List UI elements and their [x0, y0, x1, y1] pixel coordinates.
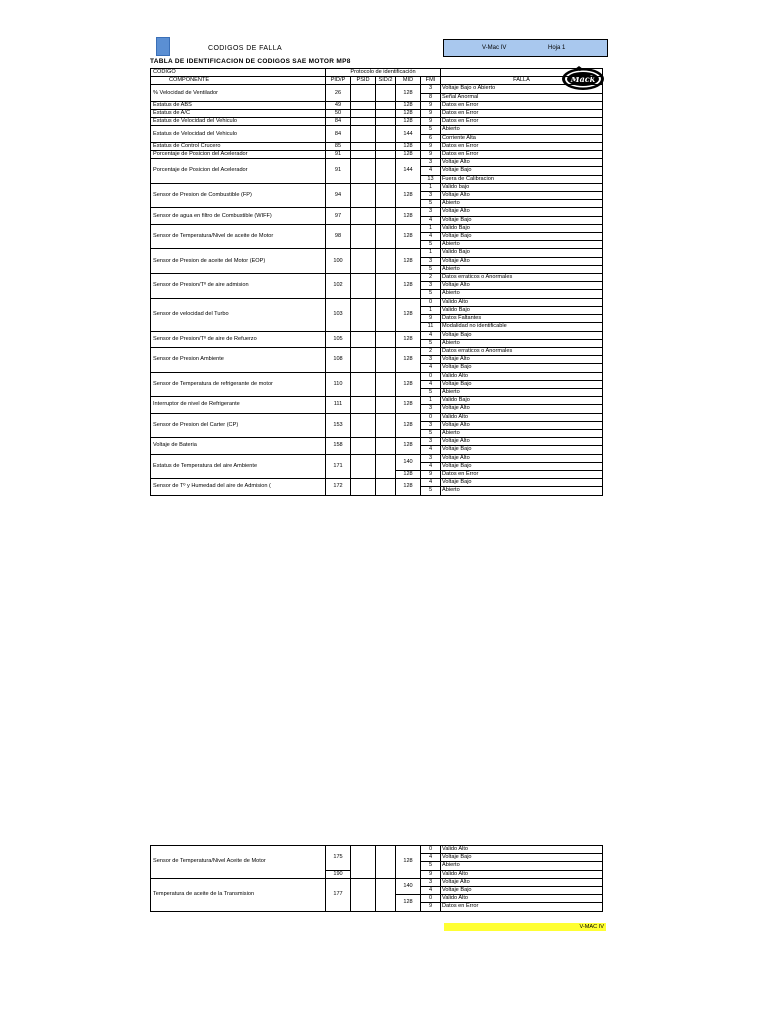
psid-cell [351, 454, 376, 479]
pid-cell: 84 [326, 126, 351, 142]
falla-cell: Valido Bajo [441, 397, 603, 405]
table-row [151, 208, 603, 216]
protocolo-header: Protocolo de identificación [326, 69, 441, 77]
fmi-cell: 3 [421, 454, 441, 462]
table-row [151, 438, 603, 446]
fmi-cell: 3 [421, 208, 441, 216]
fmi-cell: 9 [421, 110, 441, 118]
fmi-cell: 9 [421, 118, 441, 126]
fmi-cell: 3 [421, 192, 441, 200]
sid-cell [376, 110, 396, 118]
mid-cell: 128 [396, 331, 421, 347]
psid-cell [351, 479, 376, 495]
table-row [151, 151, 603, 159]
falla-cell: Voltaje Bajo [441, 216, 603, 224]
fmi-cell: 3 [421, 438, 441, 446]
falla-cell: Voltaje Alto [441, 356, 603, 364]
mid-cell: 128 [396, 479, 421, 495]
component-cell: Estatus de A/C [151, 110, 326, 118]
sid-cell [376, 159, 396, 184]
component-cell: Sensor de Temperatura de refrigerante de motor [151, 372, 326, 397]
sid-header: SID/2 [376, 77, 396, 85]
fmi-cell: 4 [421, 364, 441, 372]
falla-cell: Abierto [441, 388, 603, 396]
component-cell: Sensor de Tº y Humedad del aire de Admision ( [151, 479, 326, 495]
fmi-cell: 5 [421, 862, 441, 870]
falla-cell: Datos erraticos o Anormales [441, 347, 603, 355]
component-cell: Sensor de Presion Ambiente [151, 347, 326, 372]
falla-cell: Voltaje Alto [441, 878, 603, 886]
falla-cell: Voltaje Alto [441, 454, 603, 462]
component-cell: Temperatura de aceite de la Transmision [151, 878, 326, 911]
fmi-cell: 5 [421, 265, 441, 273]
falla-cell: Abierto [441, 200, 603, 208]
fmi-cell: 4 [421, 887, 441, 895]
psid-cell [351, 438, 376, 454]
falla-cell: Valido Alto [441, 870, 603, 878]
sid-cell [376, 274, 396, 299]
falla-cell: Señal Anormal [441, 93, 603, 101]
falla-cell: Voltaje Bajo [441, 364, 603, 372]
fmi-cell: 4 [421, 446, 441, 454]
page-title: CODIGOS DE FALLA [208, 45, 283, 52]
sid-cell [376, 298, 396, 331]
pid-cell: 26 [326, 85, 351, 101]
falla-cell: Voltaje Alto [441, 282, 603, 290]
table-row [151, 183, 603, 191]
mid-cell: 128 [396, 397, 421, 413]
table-subtitle: TABLA DE IDENTIFICACION DE CODIGOS SAE MOTOR MP8 [150, 58, 351, 65]
fmi-cell: 9 [421, 101, 441, 109]
table-row [151, 372, 603, 380]
table-row [151, 142, 603, 150]
mid-cell: 128 [396, 413, 421, 438]
empty-header [441, 69, 603, 77]
falla-cell: Abierto [441, 265, 603, 273]
sid-cell [376, 331, 396, 347]
fmi-cell: 2 [421, 347, 441, 355]
falla-cell: Voltaje Bajo [441, 479, 603, 487]
mid-header: MID [396, 77, 421, 85]
falla-cell: Datos erraticos o Anormales [441, 274, 603, 282]
falla-cell: Abierto [441, 487, 603, 495]
mid-cell: 128 [396, 208, 421, 224]
fmi-cell: 4 [421, 331, 441, 339]
pid-cell: 100 [326, 249, 351, 274]
fmi-cell: 13 [421, 175, 441, 183]
fmi-cell: 3 [421, 159, 441, 167]
fmi-cell: 1 [421, 249, 441, 257]
fmi-cell: 4 [421, 479, 441, 487]
fmi-cell: 5 [421, 388, 441, 396]
fmi-cell: 2 [421, 274, 441, 282]
fmi-cell: 5 [421, 200, 441, 208]
footer-label: V-MAC IV [579, 924, 604, 930]
sid-cell [376, 85, 396, 101]
mid-cell: 128 [396, 85, 421, 101]
mid-cell: 128 [396, 298, 421, 331]
falla-cell: Valido Alto [441, 846, 603, 854]
fmi-cell: 0 [421, 895, 441, 903]
falla-cell: Voltaje Bajo o Abierto [441, 85, 603, 93]
mid-cell: 128 [396, 151, 421, 159]
mid-cell: 128 [396, 438, 421, 454]
pid-cell: 102 [326, 274, 351, 299]
falla-cell: Voltaje Bajo [441, 167, 603, 175]
sid-cell [376, 151, 396, 159]
blue-square [156, 37, 170, 56]
codigo-header: CODIGO [151, 69, 326, 77]
fmi-cell: 0 [421, 413, 441, 421]
component-cell: Porcentaje de Posicion del Acelerador [151, 151, 326, 159]
pid-cell: 108 [326, 347, 351, 372]
fmi-cell: 9 [421, 151, 441, 159]
sid-cell [376, 183, 396, 208]
falla-cell: Abierto [441, 862, 603, 870]
falla-cell: Abierto [441, 429, 603, 437]
sid-cell [376, 372, 396, 397]
mid-cell: 140 [396, 878, 421, 894]
falla-cell: Abierto [441, 241, 603, 249]
fmi-cell: 9 [421, 142, 441, 150]
table-row [151, 397, 603, 405]
logo-text: Mack [570, 74, 596, 84]
psid-cell [351, 159, 376, 184]
table-row [151, 846, 603, 854]
footer-bar [444, 923, 606, 931]
falla-cell: Datos en Error [441, 470, 603, 478]
codes-table [150, 68, 603, 496]
falla-cell: Voltaje Alto [441, 159, 603, 167]
table-row [151, 479, 603, 487]
mid-cell: 128 [396, 274, 421, 299]
table-row [151, 331, 603, 339]
falla-cell: Voltaje Bajo [441, 380, 603, 388]
fmi-cell: 3 [421, 282, 441, 290]
sheet-label: Hoja 1 [548, 45, 566, 51]
table-row [151, 118, 603, 126]
model-label: V-Mac IV [482, 45, 507, 51]
pid-cell: 175 [326, 846, 351, 871]
fmi-cell: 5 [421, 487, 441, 495]
falla-cell: Datos en Error [441, 101, 603, 109]
psid-cell [351, 878, 376, 911]
component-cell: Sensor de Presion de Combustible (FP) [151, 183, 326, 208]
component-cell: Sensor de velocidad del Turbo [151, 298, 326, 331]
psid-cell [351, 85, 376, 101]
mid-cell: 128 [396, 101, 421, 109]
fmi-cell: 9 [421, 903, 441, 911]
falla-cell: Voltaje Alto [441, 421, 603, 429]
mid-cell: 140 [396, 454, 421, 470]
sid-cell [376, 846, 396, 879]
psid-cell [351, 846, 376, 879]
falla-cell: Fuera de Calibracion [441, 175, 603, 183]
table-row [151, 413, 603, 421]
table-row [151, 126, 603, 134]
fmi-cell: 0 [421, 298, 441, 306]
falla-cell: Datos en Error [441, 118, 603, 126]
fmi-cell: 5 [421, 241, 441, 249]
falla-cell: Modalidad no identificable [441, 323, 603, 331]
fmi-cell: 3 [421, 85, 441, 93]
fmi-cell: 9 [421, 470, 441, 478]
fmi-cell: 3 [421, 356, 441, 364]
falla-cell: Datos en Error [441, 151, 603, 159]
table-row [151, 274, 603, 282]
falla-cell: Voltaje Bajo [441, 887, 603, 895]
pid-cell: 177 [326, 878, 351, 911]
component-cell: Sensor de Temperatura/Nivel de aceite de Motor [151, 224, 326, 249]
mid-cell: 128 [396, 347, 421, 372]
falla-cell: Valido Alto [441, 413, 603, 421]
fmi-cell: 4 [421, 462, 441, 470]
mid-cell: 144 [396, 126, 421, 142]
pid-cell: 85 [326, 142, 351, 150]
falla-cell: Voltaje Bajo [441, 462, 603, 470]
falla-cell: Valido Bajo [441, 224, 603, 232]
sid-cell [376, 438, 396, 454]
component-cell: Estatus de Control Crucero [151, 142, 326, 150]
mid-cell: 144 [396, 159, 421, 184]
pid-cell: 91 [326, 151, 351, 159]
fmi-cell: 4 [421, 233, 441, 241]
pid-cell: 105 [326, 331, 351, 347]
header-row-2 [151, 77, 603, 85]
pid-cell: 91 [326, 159, 351, 184]
psid-cell [351, 126, 376, 142]
falla-cell: Datos en Error [441, 903, 603, 911]
mid-cell: 128 [396, 142, 421, 150]
pid-cell: 97 [326, 208, 351, 224]
component-cell: Sensor de agua en filtro de Combustible (WIFF) [151, 208, 326, 224]
pid-cell: 190 [326, 870, 351, 878]
mid-cell: 128 [396, 895, 421, 911]
component-cell: Sensor de Temperatura/Nivel Aceite de Motor [151, 846, 326, 879]
psid-cell [351, 183, 376, 208]
fmi-cell: 1 [421, 224, 441, 232]
component-cell: Estatus de ABS [151, 101, 326, 109]
fmi-cell: 11 [421, 323, 441, 331]
mid-cell: 128 [396, 110, 421, 118]
fmi-cell: 3 [421, 878, 441, 886]
psid-cell [351, 397, 376, 413]
pid-cell: 49 [326, 101, 351, 109]
mid-cell: 128 [396, 372, 421, 397]
pid-cell: 103 [326, 298, 351, 331]
fmi-cell: 8 [421, 93, 441, 101]
sid-cell [376, 397, 396, 413]
fmi-cell: 6 [421, 134, 441, 142]
sid-cell [376, 454, 396, 479]
falla-cell: Datos en Error [441, 142, 603, 150]
mid-cell: 128 [396, 224, 421, 249]
component-cell: Porcentaje de Posicion del Acelerador [151, 159, 326, 184]
sid-cell [376, 347, 396, 372]
falla-cell: Valido Bajo [441, 249, 603, 257]
mid-cell: 128 [396, 118, 421, 126]
pid-cell: 98 [326, 224, 351, 249]
falla-cell: Abierto [441, 126, 603, 134]
component-cell: Estatus de Velocidad del Vehiculo [151, 126, 326, 142]
mid-cell: 128 [396, 470, 421, 478]
psid-cell [351, 224, 376, 249]
table-row [151, 159, 603, 167]
component-cell: Interruptor de nivel de Refrigerante [151, 397, 326, 413]
sid-cell [376, 878, 396, 911]
component-cell: Voltaje de Bateria [151, 438, 326, 454]
falla-cell: Valido Alto [441, 372, 603, 380]
component-cell: % Velocidad de Ventilador [151, 85, 326, 101]
component-cell: Sensor de Presion de aceite del Motor (EOP) [151, 249, 326, 274]
fmi-cell: 1 [421, 397, 441, 405]
psid-cell [351, 151, 376, 159]
falla-cell: Voltaje Bajo [441, 233, 603, 241]
mid-cell: 128 [396, 183, 421, 208]
falla-header: FALLA [441, 77, 603, 85]
model-box [443, 39, 608, 57]
fmi-cell: 4 [421, 216, 441, 224]
table-row [151, 224, 603, 232]
psid-cell [351, 118, 376, 126]
pid-cell: 84 [326, 118, 351, 126]
table-row [151, 298, 603, 306]
sid-cell [376, 118, 396, 126]
fmi-cell: 4 [421, 380, 441, 388]
falla-cell: Voltaje Bajo [441, 854, 603, 862]
fmi-cell: 1 [421, 306, 441, 314]
psid-cell [351, 372, 376, 397]
psid-cell [351, 249, 376, 274]
table-row [151, 347, 603, 355]
mid-cell: 128 [396, 249, 421, 274]
pid-cell: 172 [326, 479, 351, 495]
fmi-cell: 3 [421, 257, 441, 265]
component-cell: Sensor de Presion del Carter (CP) [151, 413, 326, 438]
psid-cell [351, 331, 376, 347]
sid-cell [376, 224, 396, 249]
table-row [151, 249, 603, 257]
pid-cell: 153 [326, 413, 351, 438]
sid-cell [376, 479, 396, 495]
fmi-header: FMI [421, 77, 441, 85]
pid-cell: 171 [326, 454, 351, 479]
sid-cell [376, 208, 396, 224]
psid-cell [351, 298, 376, 331]
psid-cell [351, 347, 376, 372]
falla-cell: Datos en Error [441, 110, 603, 118]
componente-header: COMPONENTE [151, 77, 326, 85]
component-cell: Estatus de Temperatura del aire Ambiente [151, 454, 326, 479]
component-cell: Estatus de Velocidad del Vehiculo [151, 118, 326, 126]
fmi-cell: 5 [421, 339, 441, 347]
pid-cell: 158 [326, 438, 351, 454]
psid-cell [351, 413, 376, 438]
pid-cell: 50 [326, 110, 351, 118]
sid-cell [376, 413, 396, 438]
psid-cell [351, 274, 376, 299]
falla-cell: Abierto [441, 290, 603, 298]
fmi-cell: 5 [421, 126, 441, 134]
falla-cell: Abierto [441, 339, 603, 347]
psid-cell [351, 208, 376, 224]
codes-table-continued [150, 845, 603, 912]
falla-cell: Valido Bajo [441, 306, 603, 314]
component-cell: Sensor de Presion/Tº de aire de Refuerzo [151, 331, 326, 347]
table-row [151, 101, 603, 109]
fmi-cell: 3 [421, 405, 441, 413]
psid-cell [351, 110, 376, 118]
pid-cell: 94 [326, 183, 351, 208]
fmi-cell: 4 [421, 854, 441, 862]
falla-cell: Valido Alto [441, 298, 603, 306]
fmi-cell: 4 [421, 167, 441, 175]
sid-cell [376, 142, 396, 150]
psid-cell [351, 142, 376, 150]
fmi-cell: 0 [421, 372, 441, 380]
psid-cell [351, 101, 376, 109]
pid-cell: 110 [326, 372, 351, 397]
fmi-cell: 3 [421, 421, 441, 429]
psid-header: PSID [351, 77, 376, 85]
falla-cell: Corriente Alta [441, 134, 603, 142]
fmi-cell: 9 [421, 870, 441, 878]
pidp-header: PID/P [326, 77, 351, 85]
falla-cell: Datos Faltantes [441, 315, 603, 323]
falla-cell: Voltaje Alto [441, 208, 603, 216]
header-row-1 [151, 69, 603, 77]
falla-cell: Voltaje Bajo [441, 331, 603, 339]
falla-cell: Valido Alto [441, 895, 603, 903]
table-row [151, 85, 603, 93]
fmi-cell: 0 [421, 846, 441, 854]
table-row [151, 878, 603, 886]
falla-cell: Voltaje Bajo [441, 446, 603, 454]
pid-cell: 111 [326, 397, 351, 413]
falla-cell: Voltaje Alto [441, 257, 603, 265]
sid-cell [376, 126, 396, 142]
falla-cell: Voltaje Alto [441, 405, 603, 413]
fmi-cell: 9 [421, 315, 441, 323]
falla-cell: Voltaje Alto [441, 192, 603, 200]
fmi-cell: 1 [421, 183, 441, 191]
falla-cell: Voltaje Alto [441, 438, 603, 446]
fmi-cell: 5 [421, 290, 441, 298]
component-cell: Sensor de Presion/Tº de aire admision [151, 274, 326, 299]
table-row [151, 110, 603, 118]
table-row [151, 454, 603, 462]
sid-cell [376, 101, 396, 109]
sid-cell [376, 249, 396, 274]
fmi-cell: 5 [421, 429, 441, 437]
falla-cell: Valido bajo [441, 183, 603, 191]
mid-cell: 128 [396, 846, 421, 879]
